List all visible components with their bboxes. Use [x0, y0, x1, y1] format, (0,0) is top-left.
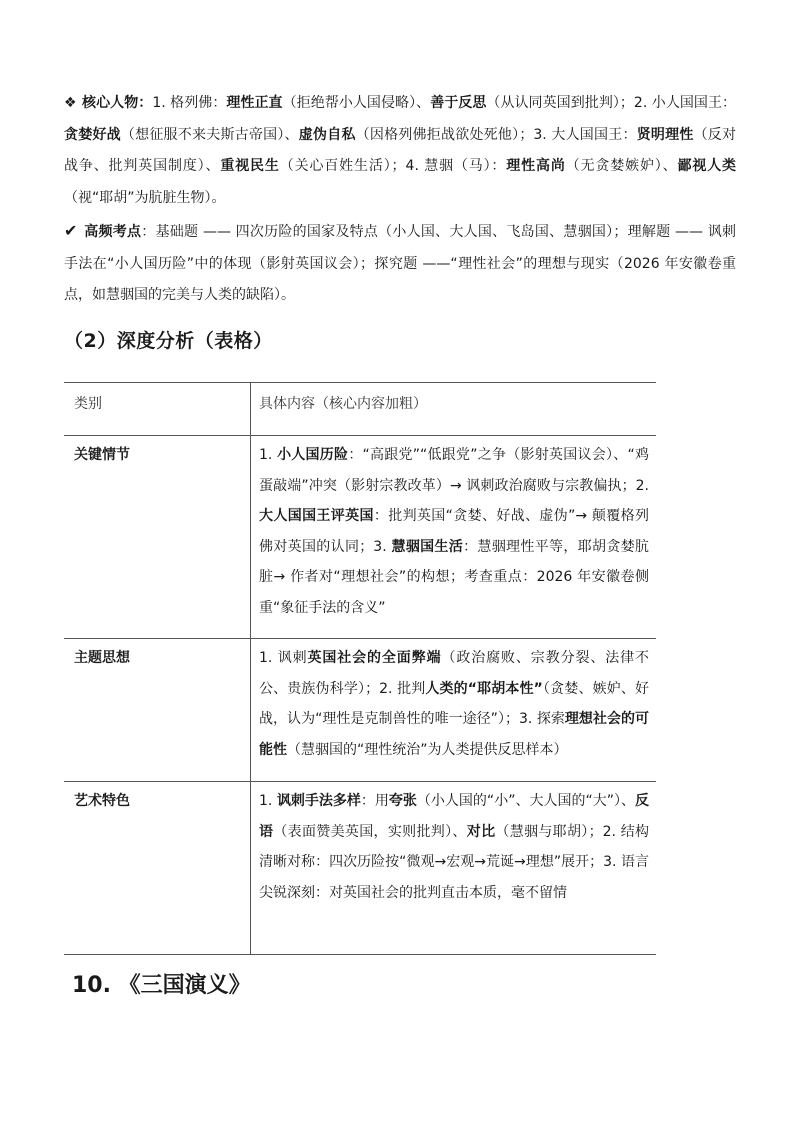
text-segment: ：用 — [360, 793, 389, 809]
bold-segment: 重视民生 — [220, 158, 280, 174]
text-segment: 1. 讽刺 — [259, 650, 308, 666]
core-characters-label: 核心人物： — [82, 95, 153, 111]
row-theme-content — [259, 643, 649, 765]
bold-segment: 反语 — [259, 793, 650, 840]
bold-segment: 贪婪好战 — [64, 126, 121, 143]
text-segment: （反对战争、批判英国制度）、 — [64, 126, 737, 174]
row-artistic-category: 艺术特色 — [74, 793, 130, 809]
table-column-divider — [250, 382, 251, 954]
next-section-heading: 10. 《三国演义》 — [72, 973, 251, 998]
bold-segment: 小人国历险 — [277, 447, 349, 463]
exam-points-text — [64, 224, 736, 303]
core-characters-paragraph — [64, 88, 736, 214]
table-rule-bottom — [64, 954, 656, 955]
table-rule-top — [64, 382, 656, 383]
bold-segment: 虚伪自私 — [298, 126, 356, 143]
checkmark-icon: ✔ — [64, 221, 78, 240]
text-segment: （慧骃国的“理性统治”为人类提供反思样本） — [287, 741, 568, 758]
bold-segment: 善于反思 — [430, 95, 487, 111]
row-key-plot-category: 关键情节 — [74, 447, 130, 463]
text-segment: （关心百姓生活）；4. 慧骃（马）： — [279, 158, 507, 174]
bold-segment: 理性正直 — [226, 95, 283, 111]
text-segment: （贪婪、嫉妒、好战，认为“理性是克制兽性的唯一途径”）；3. 探索 — [259, 680, 650, 727]
bold-segment: 鄙视人类 — [677, 158, 737, 174]
row-key-plot-content — [259, 440, 649, 623]
row-artistic-content — [259, 786, 649, 908]
text-segment: （表面赞美英国，实则批判）、 — [273, 823, 467, 840]
text-segment: （从认同英国到批判）；2. 小人国国王： — [486, 95, 737, 111]
table-header-content: 具体内容（核心内容加粗） — [259, 396, 427, 412]
text-segment: （政治腐败、宗教分裂、法律不公、贵族伪科学）；2. 批判 — [259, 650, 650, 697]
exam-points-label: 高频考点 — [84, 224, 142, 240]
table-rule-header — [64, 435, 656, 436]
text-segment: （慧骃与耶胡）；2. 结构清晰对称：四次历险按“微观→宏观→荒诞→理想”展开；3. 语言尖锐深刻：对英国社会的批判直击本质，毫不留情 — [259, 823, 650, 901]
text-segment: 1. 格列佛： — [152, 95, 227, 111]
text-segment: 1. — [259, 447, 278, 463]
bold-segment: 贤明理性 — [636, 126, 694, 143]
core-characters-text — [64, 95, 736, 206]
bold-segment: 理想社会的可能性 — [259, 711, 650, 758]
text-segment: ：基础题 —— 四次历险的国家及特点（小人国、大人国、飞岛国、慧骃国）；理解题 —— 讽刺手法在“小人国历险”中的体现（影射英国议会）；探究题 ——“理性社会”的理想与现实（2026 年安徽卷重点，如慧骃国的完美与人类的缺陷）。 — [64, 224, 736, 303]
bold-segment: 英国社会的全面弊端 — [307, 650, 442, 666]
table-rule-row1 — [64, 638, 656, 639]
text-segment: ：批判英国“贪婪、好战、虚伪”→ 颠覆格列佛对英国的认同；3. — [259, 508, 650, 555]
section-title: （2）深度分析（表格） — [64, 330, 273, 352]
bold-segment: 人类的“耶胡本性” — [425, 680, 543, 697]
bold-segment: 对比 — [466, 823, 496, 840]
exam-points-paragraph — [64, 215, 736, 312]
text-segment: ：“高跟党”“低跟党”之争（影射英国议会）、“鸡蛋敲端”冲突（影射宗教改革）→ 讽刺政治腐败与宗教偏执；2. — [259, 447, 650, 494]
text-segment: （拒绝帮小人国侵略）、 — [282, 95, 431, 111]
table-header-category: 类别 — [74, 396, 102, 412]
diamond-bullet-icon: ❖ — [64, 95, 77, 111]
bold-segment: 理性高尚 — [506, 158, 566, 174]
text-segment: （视“耶胡”为肮脏生物）。 — [64, 189, 226, 206]
bold-segment: 夸张 — [388, 793, 417, 809]
text-segment: （小人国的“小”、大人国的“大”）、 — [416, 793, 636, 809]
text-segment: 1. — [259, 793, 277, 809]
bold-segment: 大人国国王评英国 — [259, 508, 374, 524]
text-segment: （想征服不来夫斯古帝国）、 — [120, 126, 299, 143]
row-theme-category: 主题思想 — [74, 650, 130, 666]
bold-segment: 慧骃国生活 — [391, 538, 464, 555]
text-segment: （无贪婪嫉妒）、 — [565, 158, 678, 174]
bold-segment: 讽刺手法多样 — [276, 793, 361, 809]
text-segment: ：慧骃理性平等，耶胡贪婪肮脏→ 作者对“理想社会”的构想；考查重点：2026 年安徽卷侧重“象征手法的含义” — [259, 538, 650, 616]
text-segment: （因格列佛拒战欲处死他）；3. 大人国国王： — [355, 126, 637, 143]
table-rule-row2 — [64, 781, 656, 782]
